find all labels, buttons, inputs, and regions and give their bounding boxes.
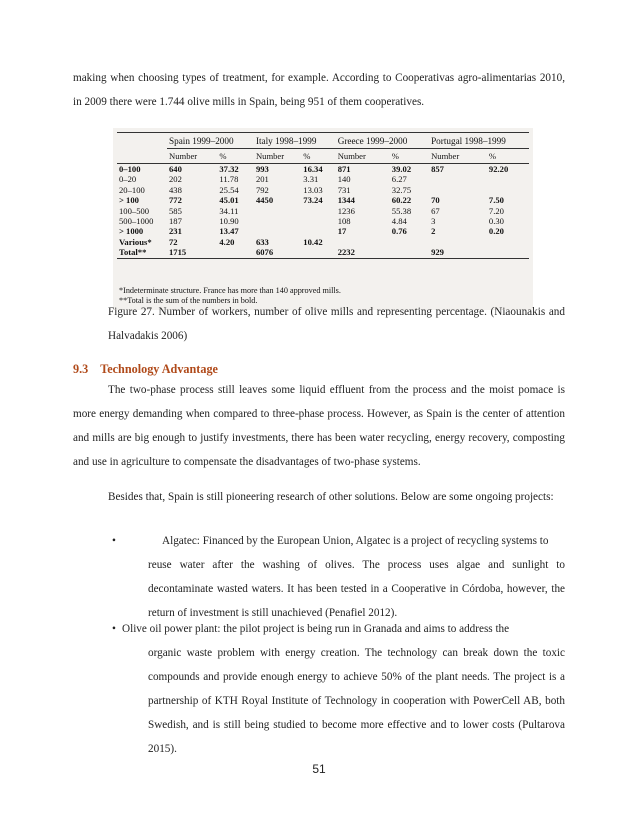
- page-number: 51: [312, 762, 326, 776]
- table-row: [117, 216, 529, 226]
- table-cell: 45.01: [219, 195, 239, 206]
- table-cell: [487, 237, 529, 247]
- table-cell: 10.90: [219, 216, 239, 227]
- bullet-first-line: Algatec: Financed by the European Union, Algatec is a project of recycling systems to: [162, 535, 549, 547]
- table-cell: 871: [337, 164, 351, 174]
- table-cell: [336, 237, 390, 247]
- table-cell: 857: [431, 164, 444, 174]
- row-label: 0–100: [119, 164, 141, 174]
- section-title: Technology Advantage: [100, 362, 218, 376]
- table-cell: 7.20: [488, 205, 504, 216]
- table-cell: 13.03: [303, 184, 323, 195]
- subheader-cell: %: [488, 150, 497, 161]
- group-header-spain: Spain 1999–2000: [167, 134, 254, 149]
- table-cell: 3.31: [303, 174, 319, 185]
- bullet-first-line: Olive oil power plant: the pilot project is being run in Granada and aims to address the: [122, 623, 510, 635]
- row-label: > 1000: [119, 226, 144, 237]
- table-cell: 67: [431, 205, 440, 216]
- table-cell: 72: [169, 236, 178, 247]
- table-cell: 70: [431, 195, 440, 206]
- table-cell: 731: [337, 184, 351, 195]
- table-footnote-1: *Indeterminate structure. France has more than 140 approved mills.: [119, 286, 341, 295]
- table-cell: 1715: [169, 247, 187, 258]
- table-cell: [487, 247, 529, 258]
- row-label: 0–20: [119, 174, 137, 185]
- table-cell: 2: [431, 226, 436, 237]
- table-cell: 6076: [255, 247, 274, 258]
- olive-mills-table-figure: [113, 128, 533, 310]
- table-cell: 1344: [337, 195, 355, 206]
- table-cell: 0.20: [488, 226, 504, 237]
- table-cell: [301, 247, 335, 258]
- table-cell: [301, 216, 335, 226]
- table-row: [117, 206, 529, 216]
- table-cell: 4.84: [391, 216, 407, 227]
- table-cell: 3: [431, 216, 436, 227]
- table-subheader-row: [117, 149, 529, 164]
- group-header-italy: Italy 1998–1999: [254, 134, 336, 149]
- intro-paragraph: making when choosing types of treatment, for example. According to Cooperativas agro-alimentarias 2010, in 2009 there were 1.744 olive mills in Spain, being 951 of them cooperatives.: [73, 72, 565, 108]
- row-label: 100–500: [119, 205, 150, 216]
- table-cell: 7.50: [488, 195, 504, 206]
- table-row: [117, 226, 529, 236]
- table-row: [117, 185, 529, 195]
- table-group-header-row: [117, 134, 529, 149]
- subheader-cell: Number: [169, 150, 198, 161]
- subheader-cell: %: [391, 150, 399, 161]
- table-cell: [301, 206, 335, 216]
- table-cell: 1236: [337, 205, 355, 216]
- table-cell: 16.34: [303, 164, 323, 174]
- table-row: [117, 247, 529, 258]
- table-cell: [429, 185, 487, 195]
- table-cell: 55.38: [391, 205, 412, 216]
- table-cell: 4.20: [219, 236, 235, 247]
- table-cell: 993: [255, 164, 269, 174]
- subheader-cell: Number: [337, 150, 366, 161]
- table-cell: 92.20: [488, 164, 509, 174]
- table-cell: 438: [169, 184, 182, 195]
- bullet-item-algatec: [108, 529, 565, 625]
- table-cell: 73.24: [303, 195, 323, 206]
- bullet-item-power-plant: [108, 617, 565, 761]
- table-cell: [487, 174, 529, 184]
- table-cell: [254, 206, 301, 216]
- table-cell: 929: [431, 247, 444, 258]
- table-row: [117, 164, 529, 175]
- group-header-portugal: Portugal 1998–1999: [429, 134, 529, 149]
- table-cell: 201: [255, 174, 269, 185]
- table-cell: [429, 237, 487, 247]
- table-cell: 187: [169, 216, 182, 227]
- table-body: [117, 164, 529, 259]
- subheader-cell: Number: [431, 150, 460, 161]
- body-paragraph-2: Besides that, Spain is still pioneering research of other solutions. Below are some ongoing projects:: [108, 491, 554, 503]
- table-cell: 4450: [255, 195, 274, 206]
- table-cell: [390, 237, 429, 247]
- table-cell: 11.78: [219, 174, 239, 185]
- bullet-icon: •: [112, 623, 116, 635]
- table-cell: 140: [337, 174, 351, 185]
- figure-caption: Figure 27. Number of workers, number of olive mills and representing percentage. (Niaounakis and Halvadakis 2006): [108, 306, 565, 342]
- table-cell: 13.47: [219, 226, 239, 237]
- bullet-continuation: organic waste problem with energy creation. The technology can break down the toxic compounds and provide enough energy to achieve 50% of the plant needs. The project is a partnership of KTH Royal Institute of Technology in cooperation with PowerCell AB, both Swedish, and is still being studied to become more effective and to lower costs (Pultarova 2015).: [148, 647, 565, 755]
- table-cell: 231: [169, 226, 182, 237]
- table-cell: 0.76: [391, 226, 407, 237]
- subheader-cell: %: [219, 150, 227, 161]
- table-cell: 640: [169, 164, 182, 174]
- table-cell: 2232: [337, 247, 355, 258]
- bullet-continuation: reuse water after the washing of olives. The process uses algae and sunlight to decontaminate wasted waters. It has been tested in a Cooperative in Córdoba, however, the return of investment is still unachieved (Penafiel 2012).: [148, 559, 565, 619]
- table-row: [117, 174, 529, 184]
- table-cell: [217, 247, 254, 258]
- subheader-cell: %: [303, 150, 311, 161]
- table-cell: 60.22: [391, 195, 412, 206]
- table-cell: [301, 226, 335, 236]
- row-label: Various*: [119, 236, 152, 247]
- table-cell: [429, 174, 487, 184]
- olive-mills-table: [117, 134, 529, 259]
- table-cell: 0.30: [488, 216, 504, 227]
- table-cell: 34.11: [219, 205, 239, 216]
- table-cell: 633: [255, 236, 269, 247]
- table-cell: 32.75: [391, 184, 412, 195]
- row-label: 500–1000: [119, 216, 154, 227]
- row-label: > 100: [119, 195, 139, 206]
- body-paragraph-1: The two-phase process still leaves some liquid effluent from the process and the moist pomace is more energy demanding when compared to three-phase process. However, as Spain is the center of attention and mills are big enough to justify investments, there has been water recycling, energy recovery, composting and use in agriculture to compensate the disadvantages of two-phase systems.: [73, 384, 565, 468]
- table-cell: [487, 185, 529, 195]
- table-cell: 37.32: [219, 164, 239, 174]
- table-cell: 202: [169, 174, 182, 185]
- table-cell: 585: [169, 205, 182, 216]
- table-cell: 10.42: [303, 236, 323, 247]
- section-number: 9.3: [73, 362, 89, 376]
- table-cell: 772: [169, 195, 182, 206]
- bullet-icon: •: [112, 535, 116, 547]
- table-cell: 108: [337, 216, 351, 227]
- table-top-rule: [117, 132, 529, 133]
- table-cell: [390, 247, 429, 258]
- table-row: [117, 195, 529, 205]
- table-cell: 25.54: [219, 184, 239, 195]
- table-cell: 792: [255, 184, 269, 195]
- group-header-greece: Greece 1999–2000: [336, 134, 429, 149]
- table-cell: [254, 216, 301, 226]
- table-cell: [254, 226, 301, 236]
- section-heading: [73, 361, 218, 377]
- subheader-cell: Number: [255, 150, 285, 161]
- table-cell: 17: [337, 226, 347, 237]
- table-footnote-2: **Total is the sum of the numbers in bold.: [119, 296, 258, 305]
- table-cell: 39.02: [391, 164, 412, 174]
- table-row: [117, 237, 529, 247]
- table-cell: 6.27: [391, 174, 407, 185]
- row-label: Total**: [119, 247, 147, 258]
- row-label: 20–100: [119, 184, 145, 195]
